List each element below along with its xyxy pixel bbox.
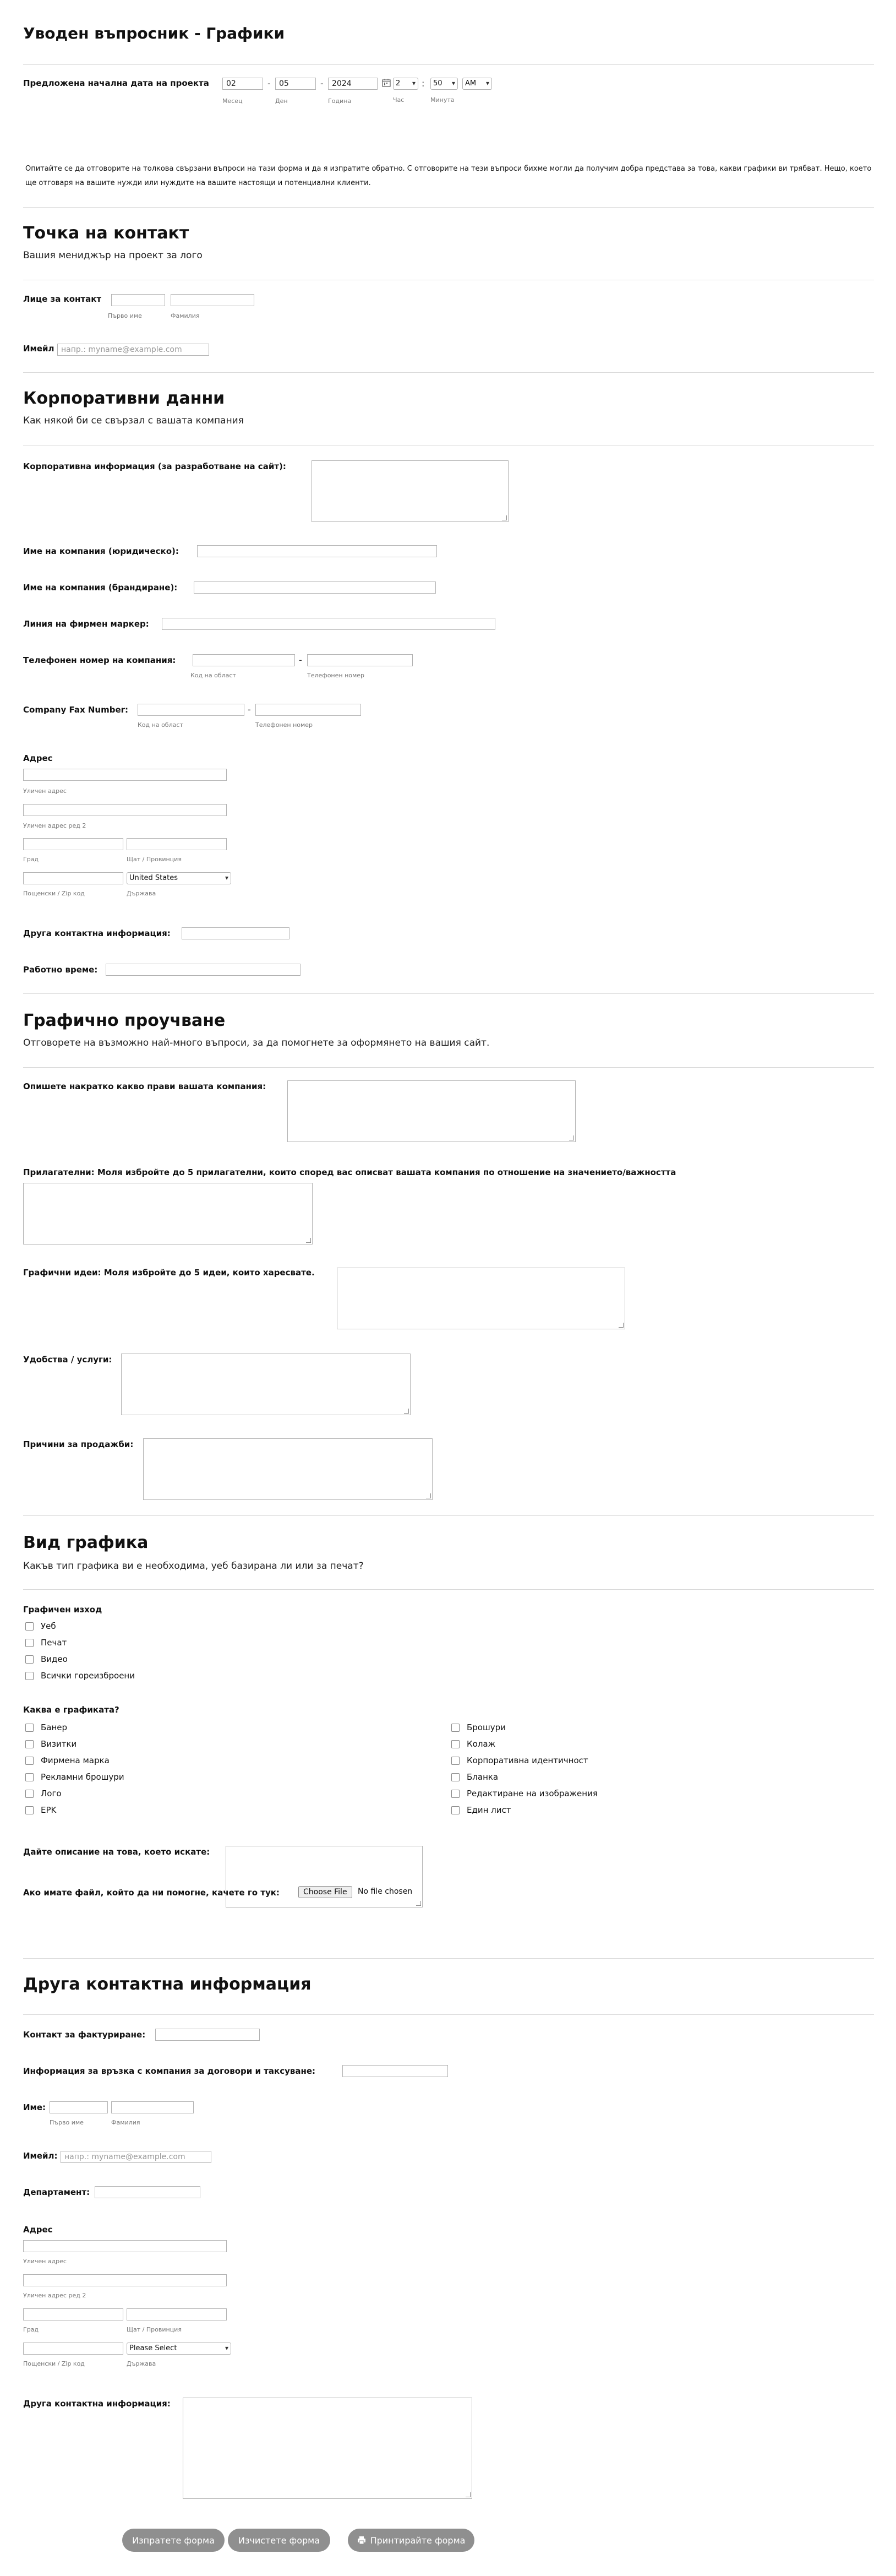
file-upload-label: Ако имате файл, който да ни помогне, качете го тук:: [23, 1888, 280, 1898]
option-label: Брошури: [467, 1722, 506, 1732]
divider: [23, 1515, 874, 1516]
last-name-sublabel: Фамилия: [171, 312, 200, 319]
corporate-info-label: Корпоративна информация (за разработване на сайт):: [23, 461, 286, 471]
adjectives-textarea[interactable]: [23, 1183, 313, 1244]
year-sublabel: Година: [328, 97, 352, 105]
checkbox-letterhead[interactable]: [451, 1773, 460, 1781]
other-email-input[interactable]: напр.: myname@example.com: [61, 2151, 211, 2163]
hour-select[interactable]: 2 ▾: [393, 78, 418, 90]
company-description-label: Опишете накратко какво прави вашата компания:: [23, 1082, 266, 1091]
other-contact-input[interactable]: [182, 927, 289, 939]
email-label: Имейл: [23, 344, 54, 354]
section-heading-corporate: Корпоративни данни: [23, 389, 225, 408]
zip-sublabel: Пощенски / Zip код: [23, 890, 85, 897]
other-address-label: Адрес: [23, 2225, 53, 2235]
minute-select[interactable]: 50 ▾: [430, 78, 458, 90]
checkbox-image-editing[interactable]: [451, 1790, 460, 1798]
choose-file-button[interactable]: Choose File: [298, 1886, 352, 1898]
option-label: Визитки: [41, 1739, 77, 1749]
state-sublabel: Щат / Провинция: [127, 856, 182, 863]
section-heading-contact-point: Точка на контакт: [23, 224, 189, 243]
checkbox-brand-mark[interactable]: [25, 1757, 34, 1765]
zip-input[interactable]: [23, 872, 123, 884]
hour-sublabel: Час: [393, 96, 405, 104]
company-phone-label: Телефонен номер на компания:: [23, 655, 176, 665]
minute-sublabel: Минута: [430, 96, 455, 104]
services-label: Удобства / услуги:: [23, 1355, 112, 1365]
company-fax-label: Company Fax Number:: [23, 705, 129, 715]
fax-area-code-sublabel: Код на област: [138, 721, 183, 729]
intro-text: Опитайте се да отговорите на толкова свързани въпроси на тази форма и да я изпратите обратно. С отговорите на тези въпроси бихме могли да получим добра представа за това, какви графики ви трябват. Нещо, което ще отговаря на вашите нужди или нуждите на вашите настоящи и потенциални клиенти.: [25, 165, 872, 187]
section-heading-graphic-study: Графично проучване: [23, 1011, 226, 1030]
month-sublabel: Месец: [222, 97, 243, 105]
print-button[interactable]: [348, 2529, 474, 2552]
other-zip-input[interactable]: [23, 2343, 123, 2355]
submit-button[interactable]: Изпратете форма: [122, 2529, 225, 2552]
option-label: Рекламни брошури: [41, 1772, 124, 1782]
other-contact-label: Друга контактна информация:: [23, 928, 171, 938]
street-sublabel: Уличен адрес: [23, 787, 67, 795]
option-label: Един лист: [467, 1805, 511, 1815]
phone-area-code-input[interactable]: [193, 654, 295, 666]
graphic-output-label: Графичен изход: [23, 1605, 102, 1615]
city-input[interactable]: [23, 838, 123, 850]
brand-name-input[interactable]: [194, 581, 436, 594]
divider: [23, 64, 874, 65]
year-input[interactable]: 2024: [328, 78, 378, 90]
checkbox-business-cards[interactable]: [25, 1740, 34, 1748]
last-name-input[interactable]: [111, 2101, 194, 2113]
street2-input[interactable]: [23, 804, 227, 816]
page-title: Уводен въпросник - Графики: [23, 24, 285, 42]
checkbox-banner[interactable]: [25, 1724, 34, 1732]
ampm-select[interactable]: AM ▾: [462, 78, 492, 90]
checkbox-corporate-identity[interactable]: [451, 1757, 460, 1765]
checkbox-logo[interactable]: [25, 1790, 34, 1798]
option-label: Редактиране на изображения: [467, 1789, 598, 1798]
checkbox-web[interactable]: [25, 1622, 34, 1631]
divider: [23, 1589, 874, 1590]
sales-reasons-label: Причини за продажби:: [23, 1439, 134, 1449]
first-name-sublabel: Първо име: [108, 312, 142, 319]
contact-person-label: Лице за контакт: [23, 294, 102, 304]
section-heading-graphic-type: Вид графика: [23, 1533, 149, 1552]
date-separator: -: [320, 78, 324, 89]
email-input[interactable]: напр.: myname@example.com: [57, 344, 209, 356]
state-input[interactable]: [127, 838, 227, 850]
no-file-text: No file chosen: [358, 1887, 413, 1896]
time-separator: :: [422, 78, 425, 89]
checkbox-print[interactable]: [25, 1639, 34, 1647]
printer-icon: [357, 2536, 366, 2545]
contact-first-name-input[interactable]: [111, 294, 165, 306]
street-input[interactable]: [23, 769, 227, 781]
other-street2-sublabel: Уличен адрес ред 2: [23, 2292, 86, 2299]
day-sublabel: Ден: [275, 97, 288, 105]
checkbox-all[interactable]: [25, 1672, 34, 1680]
company-description-textarea[interactable]: [287, 1080, 576, 1142]
checkbox-one-sheet[interactable]: [451, 1806, 460, 1814]
wish-description-label: Дайте описание на това, което искате:: [23, 1847, 210, 1857]
option-label: Бланка: [467, 1772, 499, 1782]
section-subheading-graphic-type: Какъв тип графика ви е необходима, уеб базирана ли или за печат?: [23, 1561, 364, 1572]
graphic-ideas-label: Графични идеи: Моля избройте до 5 идеи, които харесвате.: [23, 1268, 315, 1278]
graphic-ideas-textarea[interactable]: [337, 1268, 625, 1329]
services-textarea[interactable]: [121, 1354, 411, 1415]
phone-number-sublabel: Телефонен номер: [307, 672, 365, 679]
fax-number-sublabel: Телефонен номер: [255, 721, 313, 729]
billing-contact-input[interactable]: [155, 2029, 260, 2041]
other-zip-sublabel: Пощенски / Zip код: [23, 2360, 85, 2367]
option-label: Банер: [41, 1722, 68, 1732]
phone-number-input[interactable]: [307, 654, 413, 666]
divider: [23, 1067, 874, 1068]
checkbox-ad-brochures[interactable]: [25, 1773, 34, 1781]
department-input[interactable]: [95, 2186, 200, 2198]
address-label: Адрес: [23, 753, 53, 763]
option-label: Фирмена марка: [41, 1756, 110, 1765]
section-subheading-corporate: Как някой би се свързал с вашата компания: [23, 415, 244, 426]
other-city-sublabel: Град: [23, 2326, 39, 2333]
clear-button[interactable]: Изчистете форма: [228, 2529, 330, 2552]
calendar-icon[interactable]: [382, 78, 391, 87]
country-select[interactable]: United States ▾: [127, 872, 231, 884]
other-info-label: Друга контактна информация:: [23, 2399, 171, 2409]
area-code-sublabel: Код на област: [190, 672, 236, 679]
divider: [23, 1958, 874, 1959]
corporate-info-textarea[interactable]: [312, 460, 509, 522]
option-label: Печат: [41, 1638, 67, 1648]
checkbox-video[interactable]: [25, 1655, 34, 1664]
fax-area-code-input[interactable]: [138, 704, 244, 716]
other-state-sublabel: Щат / Провинция: [127, 2326, 182, 2333]
month-input[interactable]: 02: [222, 78, 263, 90]
legal-name-label: Име на компания (юридическо):: [23, 546, 179, 556]
divider: [23, 372, 874, 373]
day-input[interactable]: 05: [275, 78, 316, 90]
other-country-sublabel: Държава: [127, 2360, 156, 2367]
divider: [23, 993, 874, 994]
other-email-label: Имейл:: [23, 2151, 58, 2161]
section-heading-other-contact: Друга контактна информация: [23, 1975, 312, 1994]
print-button-label: Принтирайте форма: [370, 2535, 466, 2546]
fax-separator: -: [248, 704, 251, 715]
country-sublabel: Държава: [127, 890, 156, 897]
other-country-select[interactable]: Please Select ▾: [127, 2343, 231, 2355]
department-label: Департамент:: [23, 2187, 90, 2197]
other-street2-input[interactable]: [23, 2274, 227, 2286]
first-name-input[interactable]: [50, 2101, 108, 2113]
checkbox-brochures[interactable]: [451, 1724, 460, 1732]
last-name-sublabel: Фамилия: [111, 2119, 140, 2126]
option-label: Колаж: [467, 1739, 496, 1749]
working-hours-label: Работно време:: [23, 965, 98, 975]
checkbox-epk[interactable]: [25, 1806, 34, 1814]
company-marker-input[interactable]: [162, 618, 495, 630]
contact-last-name-input[interactable]: [171, 294, 254, 306]
contracts-contact-input[interactable]: [342, 2065, 448, 2077]
start-date-label: Предложена начална дата на проекта: [23, 78, 209, 88]
working-hours-input[interactable]: [106, 964, 301, 976]
company-marker-label: Линия на фирмен маркер:: [23, 619, 149, 629]
billing-contact-label: Контакт за фактуриране:: [23, 2030, 146, 2040]
contracts-contact-label: Информация за връзка с компания за договори и таксуване:: [23, 2066, 316, 2076]
checkbox-collage[interactable]: [451, 1740, 460, 1748]
first-name-sublabel: Първо име: [50, 2119, 84, 2126]
option-label: EPK: [41, 1805, 57, 1815]
option-label: Уеб: [41, 1621, 56, 1631]
other-street-input[interactable]: [23, 2240, 227, 2252]
other-info-textarea[interactable]: [183, 2398, 472, 2499]
option-label: Корпоративна идентичност: [467, 1756, 588, 1765]
other-state-input[interactable]: [127, 2308, 227, 2320]
adjectives-label: Прилагателни: Моля избройте до 5 прилагателни, които според вас описват вашата компания по отношение на значението/важността: [23, 1167, 676, 1177]
name-label: Име:: [23, 2102, 46, 2112]
other-street-sublabel: Уличен адрес: [23, 2258, 67, 2265]
city-sublabel: Град: [23, 856, 39, 863]
section-subheading-contact-point: Вашия мениджър на проект за лого: [23, 250, 203, 261]
phone-separator: -: [299, 655, 302, 665]
street2-sublabel: Уличен адрес ред 2: [23, 822, 86, 829]
other-city-input[interactable]: [23, 2308, 123, 2320]
section-subheading-graphic-study: Отговорете на възможно най-много въпроси, за да помогнете за оформянето на вашия сайт.: [23, 1037, 490, 1048]
legal-name-input[interactable]: [197, 545, 437, 557]
wish-description-textarea[interactable]: [226, 1846, 423, 1907]
graphic-kind-label: Каква е графиката?: [23, 1705, 119, 1715]
option-label: Лого: [41, 1789, 62, 1798]
sales-reasons-textarea[interactable]: [143, 1438, 433, 1500]
divider: [23, 207, 874, 208]
fax-number-input[interactable]: [255, 704, 361, 716]
brand-name-label: Име на компания (брандиране):: [23, 583, 178, 593]
option-label: Видео: [41, 1654, 68, 1664]
date-separator: -: [267, 78, 271, 89]
divider: [23, 2014, 874, 2015]
option-label: Всички гореизброени: [41, 1671, 135, 1681]
